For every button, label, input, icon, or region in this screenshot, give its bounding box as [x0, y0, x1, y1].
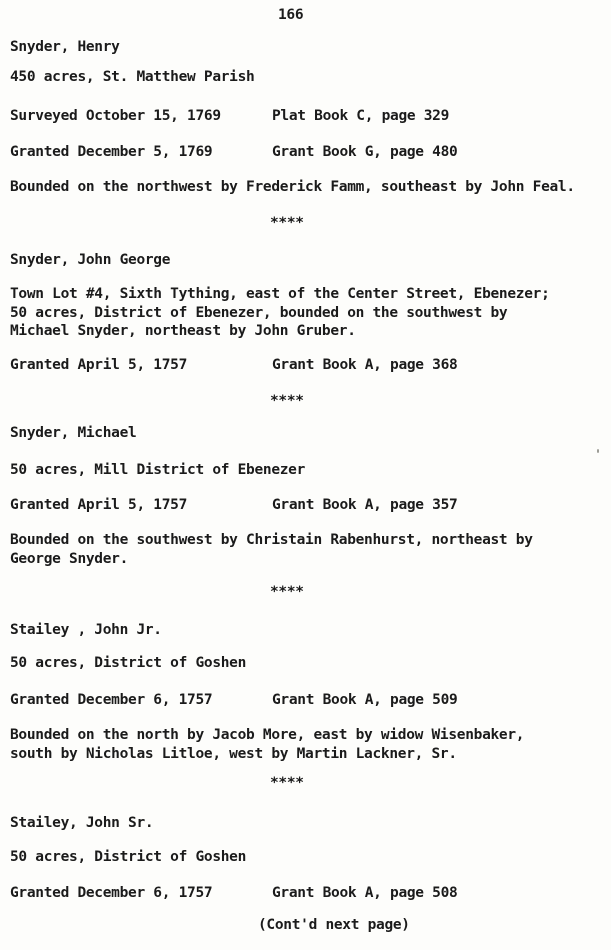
- record-acreage: 50 acres, Mill District of Ebenezer: [10, 462, 306, 478]
- record-acreage: 50 acres, District of Goshen: [10, 849, 247, 865]
- bounded-line: Bounded on the southwest by Christain Rabenhurst, northeast by: [10, 532, 533, 548]
- bounded-line: south by Nicholas Litloe, west by Martin Lackner, Sr.: [10, 745, 457, 762]
- record-grant-ref: Grant Book A, page 368: [272, 357, 458, 373]
- section-separator: ****: [270, 393, 304, 409]
- contd-note: (Cont'd next page): [258, 917, 410, 933]
- record-grant-ref: Grant Book G, page 480: [272, 144, 458, 160]
- record-granted: Granted April 5, 1757: [10, 497, 188, 513]
- record-bounded: [10, 726, 524, 763]
- description-line: 50 acres, District of Ebenezer, bounded on the southwest by: [10, 304, 508, 321]
- record-surveyed: Surveyed October 15, 1769: [10, 108, 221, 124]
- description-line: Town Lot #4, Sixth Tything, east of the Center Street, Ebenezer;: [10, 286, 550, 302]
- record-grant-ref: Grant Book A, page 508: [272, 885, 458, 901]
- record-name: Stailey , John Jr.: [10, 622, 162, 638]
- record-acreage: 450 acres, St. Matthew Parish: [10, 69, 255, 85]
- record-granted: Granted April 5, 1757: [10, 357, 188, 373]
- record-description: [10, 285, 550, 341]
- bounded-line: Bounded on the north by Jacob More, east by widow Wisenbaker,: [10, 727, 525, 743]
- record-acreage: 50 acres, District of Goshen: [10, 655, 247, 671]
- section-separator: ****: [270, 584, 304, 600]
- record-bounded: [10, 531, 533, 568]
- record-granted: Granted December 6, 1757: [10, 885, 213, 901]
- record-granted: Granted December 5, 1769: [10, 144, 213, 160]
- record-grant-ref: Grant Book A, page 357: [272, 497, 458, 513]
- record-granted: Granted December 6, 1757: [10, 692, 213, 708]
- bounded-line: George Snyder.: [10, 550, 129, 567]
- description-line: Michael Snyder, northeast by John Gruber.: [10, 323, 356, 340]
- record-name: Stailey, John Sr.: [10, 815, 154, 831]
- section-separator: ****: [270, 775, 304, 791]
- record-plat-ref: Plat Book C, page 329: [272, 108, 450, 124]
- record-name: Snyder, Henry: [10, 39, 120, 55]
- record-bounded: Bounded on the northwest by Frederick Famm, southeast by John Feal.: [10, 179, 575, 195]
- record-name: Snyder, John George: [10, 252, 171, 268]
- record-name: Snyder, Michael: [10, 425, 137, 441]
- scan-speck: [597, 449, 599, 453]
- record-grant-ref: Grant Book A, page 509: [272, 692, 458, 708]
- section-separator: ****: [270, 215, 304, 231]
- page-number: 166: [278, 7, 304, 23]
